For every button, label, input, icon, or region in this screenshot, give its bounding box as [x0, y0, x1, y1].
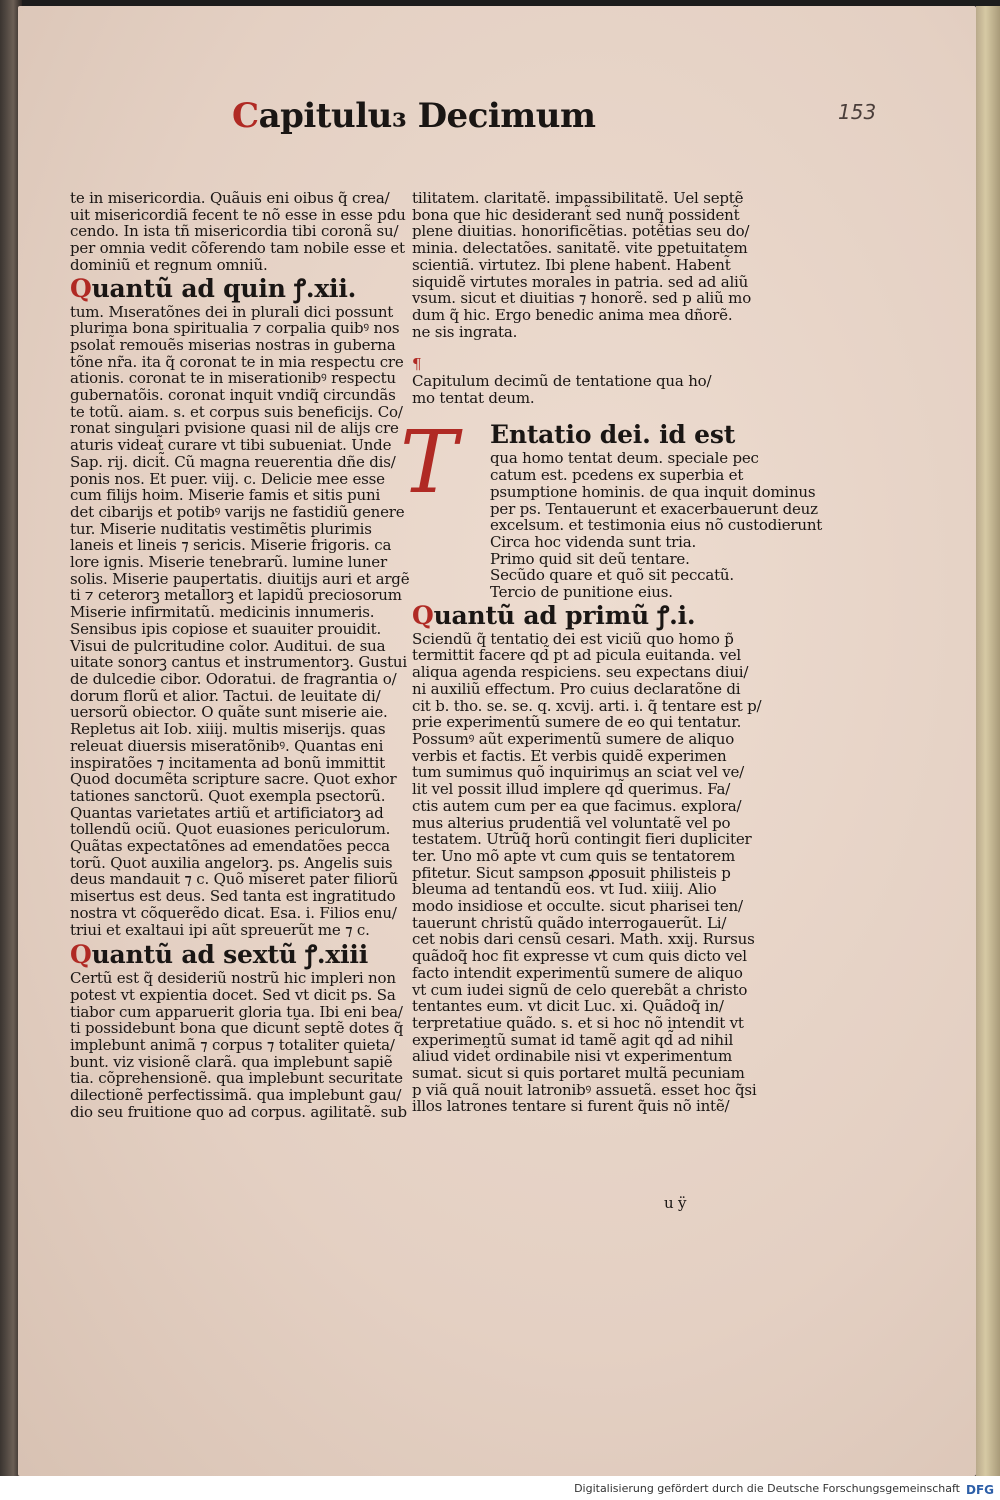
dfg-logo: DFG — [965, 1483, 994, 1497]
text-line: bunt. viz visionẽ clarã. qua implebunt sapiẽ — [70, 1052, 393, 1071]
text-line: dilectionẽ perfectissimã. qua implebunt gau/ — [70, 1086, 402, 1105]
heading-initial: Q — [70, 273, 92, 303]
text-line: terpretatiue quãdo. s. et si hoc nõ intendit vt — [412, 1013, 744, 1032]
text-line: inspiratões ⁊ incitamenta ad bonũ immittit — [70, 753, 385, 772]
text-line: tum sumimus quõ inquirimus an sciat vel ve/ — [412, 763, 745, 782]
text-line: lit vel possit illud implere qd̃ querimus. Fa/ — [412, 780, 731, 799]
text-line: tur. Miserie nuditatis vestimẽtis plurimis — [70, 519, 372, 538]
text-line: tauerunt christũ quãdo interrogauerũt. Li/ — [412, 913, 727, 932]
left-column — [70, 189, 410, 1121]
text-line: vt cum iudei signũ de celo querebãt a christo — [412, 980, 748, 999]
text-line: scientiã. virtutez. Ibi plene habent̃. Habent̃ — [412, 255, 731, 274]
text-line: tilitatem. claritatẽ. impassibilitatẽ. Uel septẽ — [412, 189, 744, 207]
text-line: cendo. In ista tñ misericordia tibi coronã su/ — [70, 222, 399, 241]
text-line: tum. Mıseratõnes dei in plurali dici possunt — [70, 302, 394, 321]
text-line: Sciendũ q̃ tentatio dei est viciũ quo homo p̃ — [412, 629, 734, 648]
text-line: per ps. Tentauerunt et exacerbauerunt deuz — [490, 499, 818, 518]
text-line: deus mandauit ⁊ c. Quõ miseret pater filiorũ — [70, 870, 398, 889]
text-line: Possumꝰ aũt experimentũ sumere de aliquo — [412, 729, 735, 748]
text-line: dorum florũ et alior. Tactui. de leuitate di/ — [70, 686, 381, 705]
text-line: psolat̃ remouẽs miserias nostras in guberna — [70, 335, 396, 354]
page-fore-edge — [976, 6, 1000, 1476]
text-line: uersorũ obiector. O quãte sunt miserie aie. — [70, 703, 388, 722]
chapter-opening — [412, 420, 823, 602]
text-line: Miserie infirmitatũ. medicinis innumeris. — [70, 603, 375, 622]
section-heading-primum — [412, 601, 742, 631]
folio-number: 153 — [838, 100, 877, 124]
right-column — [412, 189, 823, 1116]
text-line: ter. Uno mõ apte vt cum quis se tentatorem — [412, 846, 735, 865]
text-line: ne sis ingrata. — [412, 322, 518, 341]
right-bottom-block — [412, 629, 762, 1116]
rubric-line: mo tentat deum. — [412, 388, 535, 407]
text-line: bleuma ad tentandũ eos. vt Iud. xiiij. Alio — [412, 880, 717, 899]
text-line: ponis nos. Et puer. viij. c. Delicie mee esse — [70, 469, 385, 488]
text-line: minia. delectatões. sanitatẽ. vite ppetuitatem — [412, 239, 748, 258]
footer-bar — [0, 1476, 1000, 1500]
text-line: Visui de pulcritudine color. Auditui. de sua — [70, 636, 386, 655]
right-mid-block — [490, 449, 823, 602]
text-line: dio seu fruitione quo ad corpus. agilitatẽ. sub — [70, 1102, 407, 1121]
text-line: tia. cõprehensionẽ. qua implebunt securitate — [70, 1069, 403, 1088]
funding-notice: Digitalisierung gefördert durch die Deutsche Forschungsgemeinschaft — [574, 1482, 960, 1495]
text-line: catum est. pcedens ex superbia et — [490, 466, 744, 485]
text-line: p viã quã nouit latronibꝰ assuetã. esset hoc q̃si — [412, 1080, 757, 1099]
text-line: potest vt expientia docet. Sed vt dicit ps. Sa — [70, 985, 396, 1004]
text-line: de dulcedie cibor. Odoratui. de fragrantia o/ — [70, 669, 397, 688]
text-line: nostra vt cõquerẽdo dicat. Esa. i. Filios enu/ — [70, 903, 397, 922]
text-line: mus alterius prudentiã vel voluntatẽ vel po — [412, 813, 731, 832]
text-line: pfitetur. Sicut sampson ꝓposuit philisteis p — [412, 863, 731, 882]
text-line: tõne nr̃a. ita q̃ coronat te in mia respectu cre — [70, 352, 404, 371]
text-line: Sap. rij. dicit̃. Cũ magna reuerentia dñe dis/ — [70, 452, 396, 471]
text-line: vsum. sicut et diuitias ⁊ honorẽ. sed p aliũ mo — [412, 289, 752, 308]
text-line: termittit facere qd̃ pt ad picula euitanda. vel — [412, 646, 741, 665]
text-line: Primo quid sit deũ tentare. — [490, 549, 690, 568]
text-line: tiabor cum apparuerit gloria tua. Ibi eni bea/ — [70, 1002, 403, 1021]
text-line: testatem. Utrũq̃ horũ contingit fieri dupliciter — [412, 830, 752, 849]
text-line: det cibarijs et potibꝰ varijs ne fastidiũ genere — [70, 502, 405, 521]
text-line: te totũ. aiam. s. et corpus suis beneficijs. Co/ — [70, 402, 403, 421]
rubric-line: Capitulum decimũ de tentatione qua ho/ — [412, 372, 712, 391]
text-line: quãdoq̃ hoc fit expresse vt cum quis dicto vel — [412, 947, 747, 966]
text-line: per omnia vedit cõferendo tam nobile esse et — [70, 239, 405, 258]
text-line: lore ignis. Miserie tenebrarũ. lumine luner — [70, 553, 387, 572]
opening-heading: Entatio dei. id est — [490, 420, 736, 450]
heading-initial: Q — [412, 600, 434, 630]
text-line: tentantes eum. vt dicit Luc. xi. Quãdoq̃ in/ — [412, 997, 724, 1016]
text-line: torũ. Quot auxilia angelorꝫ. ps. Angelis suis — [70, 853, 393, 872]
text-line: uitate sonorꝫ cantus et instrumentorꝫ. Gustui — [70, 653, 407, 672]
paragraph-mark: ¶ — [412, 355, 422, 374]
text-line: implebunt animã ⁊ corpus ⁊ totaliter quieta/ — [70, 1036, 395, 1055]
text-line: Circa hoc videnda sunt tria. — [490, 532, 697, 551]
text-line: Certũ est q̃ desideriũ nostrũ hic impleri non — [70, 969, 396, 988]
text-line: facto intendit experimentũ sumere de aliquo — [412, 963, 743, 982]
text-line: plurima bona spiritualia ⁊ corpalia quibꝰ nos — [70, 319, 400, 338]
text-line: Repletus ait Iob. xiiij. multis miserijs. quas — [70, 720, 386, 739]
text-line: laneis et lineis ⁊ sericis. Miserie frigoris. ca — [70, 536, 392, 555]
text-line: Sensibus ipis copiose et suauiter prouidit. — [70, 619, 382, 638]
text-line: siquidẽ virtutes morales in patria. sed ad aliũ — [412, 272, 749, 291]
rubric-block — [412, 356, 742, 406]
text-line: ronat singulari pvisione quasi nil de alijs cre — [70, 419, 399, 438]
left-bottom-block — [70, 969, 407, 1121]
text-line: qua homo tentat deum. speciale pec — [490, 449, 759, 468]
text-line: triui et exaltaui ipi aũt spreuerũt me ⁊ c. — [70, 920, 370, 939]
text-line: tollendũ ociũ. Quot euasiones periculorum. — [70, 820, 391, 839]
heading-text: uantũ ad quin ꝭ.xii. — [91, 273, 357, 303]
text-line: ti possidebunt bona que dicunt̃ septẽ dotes q̃ — [70, 1019, 404, 1038]
section-heading-sextum — [70, 940, 400, 970]
text-line: experimentũ sumat id tamẽ agit qd̃ ad nihil — [412, 1030, 734, 1049]
heading-text: uantũ ad primũ ꝭ.i. — [433, 600, 696, 630]
text-line: plene diuitias. honorificẽtias. potẽtias seu do/ — [412, 222, 750, 241]
heading-text: uantũ ad sextũ ꝭ.xiii — [91, 940, 369, 970]
text-line: verbis et factis. Et verbis quidẽ experimen — [412, 746, 727, 765]
text-line: aturis videat̃ curare vt tibi subueniat. Unde — [70, 436, 392, 455]
text-line: psumptione hominis. de qua inquit dominus — [490, 482, 816, 501]
text-line: Quod documẽta scripture sacre. Quot exhor — [70, 770, 397, 789]
text-line: dominiũ et regnum omniũ. — [70, 255, 268, 274]
left-mid-block — [70, 302, 410, 939]
text-line: ctis autem cum per ea que facimus. explora/ — [412, 796, 742, 815]
right-top-block — [412, 189, 752, 341]
decorated-initial-T: T — [400, 413, 458, 513]
text-line: releuat diuersis miseratõnibꝰ. Quantas eni — [70, 736, 384, 755]
text-line: Secũdo quare et quõ sit peccatũ. — [490, 566, 734, 585]
text-line: prie experimentũ sumere de eo qui tentatur. — [412, 713, 742, 732]
title-initial: C — [232, 96, 259, 136]
signature-mark: u ÿ — [664, 1194, 687, 1212]
text-line: misertus est deus. Sed tanta est ingratitudo — [70, 887, 396, 906]
text-line: cit b. tho. se. se. q. xcvij. arti. i. q̃ tentare est p/ — [412, 696, 762, 715]
rubric-lines — [412, 373, 742, 406]
text-line: illos latrones tentare si furent q̃uis nõ intẽ/ — [412, 1097, 730, 1116]
section-heading-quintum — [70, 274, 400, 304]
text-line: Quãtas expectatõnes ad emendatões pecca — [70, 837, 390, 856]
text-line: sumat. sicut si quis portaret multã pecuniam — [412, 1064, 745, 1083]
text-line: modo insidiose et occulte. sicut pharisei ten/ — [412, 897, 743, 916]
text-line: Tercio de punitione eius. — [490, 583, 673, 602]
heading-initial: Q — [70, 940, 92, 970]
text-line: uit misericordiã fecent te nõ esse in esse pdu — [70, 205, 406, 224]
text-line: aliud videt̃ ordinabile nisi vt experimentum — [412, 1047, 733, 1066]
text-line: ni auxiliũ effectum. Pro cuius declaratõne di — [412, 679, 741, 698]
text-line: tationes sanctorũ. Quot exempla psectorũ. — [70, 786, 386, 805]
text-line: gubernatõis. coronat inquit vndiq̃ circundãs — [70, 386, 396, 405]
text-line: cum filijs hoim. Miserie famis et sitis puni — [70, 486, 381, 505]
chapter-title — [232, 96, 596, 136]
text-line: ti ⁊ ceterorꝫ metallorꝫ et lapidũ preciosorum — [70, 586, 402, 605]
text-line: te in misericordia. Quãuis eni oibus q̃ crea/ — [70, 189, 390, 207]
left-top-block — [70, 189, 406, 274]
text-line: cet nobis dari censũ cesari. Math. xxij. Rursus — [412, 930, 755, 949]
text-line: dum q̃ hic. Ergo benedic anima mea dñorẽ. — [412, 305, 733, 324]
text-line: Quantas varietates artiũ et artificiatorꝫ ad — [70, 803, 384, 822]
text-line: solis. Miserie paupertatis. diuitijs auri et argẽ — [70, 569, 410, 588]
text-line: excelsum. et testimonia eius nõ custodierunt — [490, 516, 823, 535]
title-text: apitulu₃ Decimum — [258, 96, 596, 136]
text-line: aliqua agenda respiciens. seu expectans diui/ — [412, 663, 749, 682]
text-line: bona que hic desiderant̃ sed nunq̃ possident̃ — [412, 205, 740, 224]
text-line: ationis. coronat te in miserationibꝰ respectu — [70, 369, 396, 388]
